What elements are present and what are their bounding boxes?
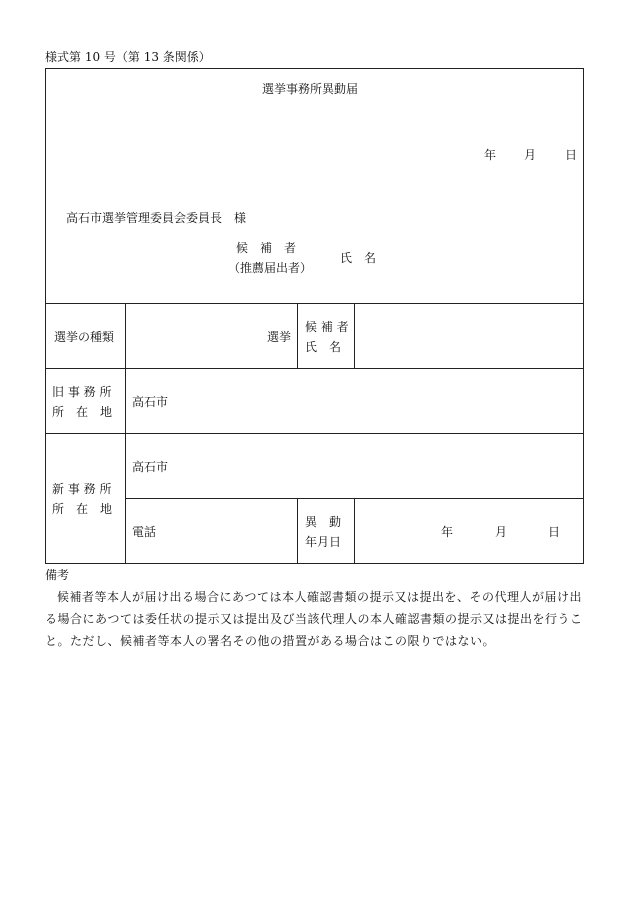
election-suffix: 選挙	[267, 330, 292, 344]
candidate-label: 候 補 者	[236, 241, 297, 255]
candidate-name-label-2: 氏 名	[305, 340, 342, 354]
nominator-label: （推薦届出者）	[228, 261, 313, 275]
new-office-label-2: 所 在 地	[52, 502, 113, 516]
table-column-divider	[354, 498, 355, 564]
table-column-divider	[297, 498, 298, 564]
date-year: 年	[484, 148, 497, 162]
candidate-name-label: 候 補 者	[305, 320, 349, 334]
form-title: 選挙事務所異動届	[262, 82, 359, 96]
remarks-text: 候補者等本人が届け出る場合にあつては本人確認書類の提示又は提出を、その代理人が届け出る場合にあつては委任状の提示又は提出及び当該代理人の本人確認書類の提示又は提出を行うこと。ただし、候補者等本人の署名その他の措置がある場合はこの限りではない。	[45, 590, 583, 648]
election-type-label: 選挙の種類	[54, 330, 115, 344]
form-header-box	[45, 68, 584, 304]
old-office-label: 旧 事 務 所	[52, 385, 112, 399]
remarks-title: 備考	[45, 568, 70, 582]
change-date-label-2: 年月日	[305, 535, 342, 549]
date-day: 日	[565, 148, 578, 162]
table-column-divider	[297, 303, 298, 368]
form-number: 様式第 10 号（第 13 条関係）	[45, 50, 211, 64]
applicant-name-label: 氏 名	[340, 251, 377, 265]
old-office-address: 高石市	[132, 395, 169, 409]
change-year: 年	[441, 525, 454, 539]
addressee: 高石市選挙管理委員会委員長 様	[66, 211, 247, 225]
new-office-address: 高石市	[132, 460, 169, 474]
old-office-label-2: 所 在 地	[52, 405, 113, 419]
table-column-divider	[125, 303, 126, 564]
change-day: 日	[548, 525, 561, 539]
phone-label: 電話	[132, 525, 157, 539]
new-office-label: 新 事 務 所	[52, 482, 112, 496]
table-column-divider	[354, 303, 355, 368]
date-month: 月	[524, 148, 537, 162]
change-month: 月	[495, 525, 508, 539]
change-date-label: 異 動	[305, 515, 342, 529]
